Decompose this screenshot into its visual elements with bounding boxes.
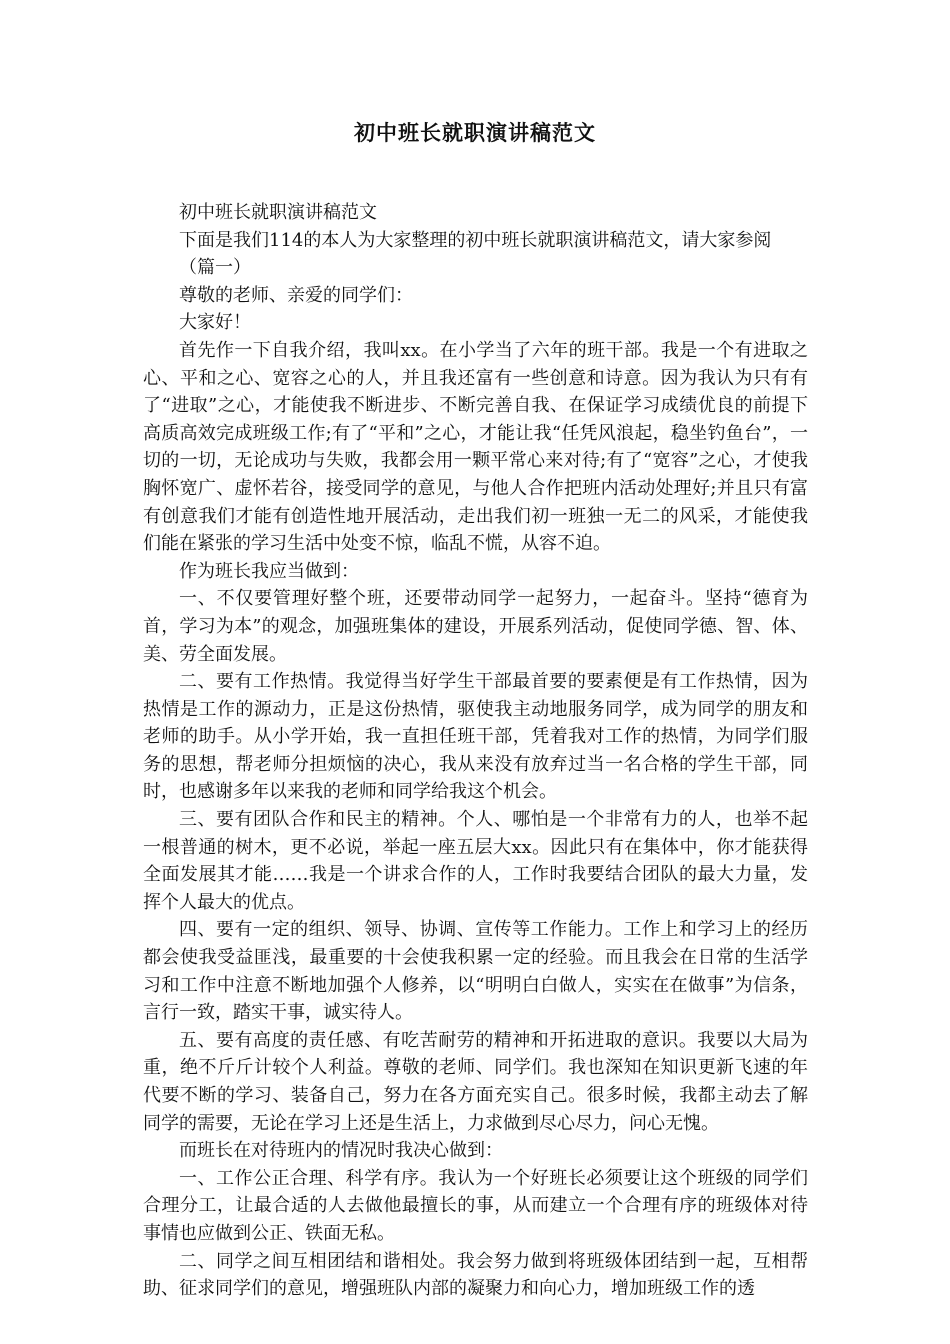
paragraph: 二、同学之间互相团结和谐相处。我会努力做到将班级体团结到一起，互相帮助、征求同学们的意见，增强班队内部的凝聚力和向心力，增加班级工作的透 [143, 1250, 808, 1300]
paragraph: 一、工作公正合理、科学有序。我认为一个好班长必须要让这个班级的同学们合理分工，让最合适的人去做他最擅长的事，从而建立一个合理有序的班级体对待事情也应做到公正、铁面无私。 [143, 1167, 808, 1244]
paragraph: 一、不仅要管理好整个班，还要带动同学一起努力，一起奋斗。坚持“德育为首，学习为本”的观念，加强班集体的建设，开展系列活动，促使同学德、智、体、美、劳全面发展。 [143, 588, 808, 665]
paragraph: 五、要有高度的责任感、有吃苦耐劳的精神和开拓进取的意识。我要以大局为重，绝不斤斤计较个人利益。尊敬的老师、同学们。我也深知在知识更新飞速的年代要不断的学习、装备自己，努力在各方面充实自己。很多时候，我都主动去了解同学的需要，无论在学习上还是生活上，力求做到尽心尽力，问心无愧。 [143, 1029, 808, 1134]
paragraph: 而班长在对待班内的情况时我决心做到： [179, 1140, 503, 1162]
paragraph: 下面是我们114的本人为大家整理的初中班长就职演讲稿范文，请大家参阅 [179, 229, 772, 251]
paragraph: 尊敬的老师、亲爱的同学们： [179, 284, 413, 306]
paragraph: 首先作一下自我介绍，我叫xx。在小学当了六年的班干部。我是一个有进取之心、平和之心、宽容之心的人，并且我还富有一些创意和诗意。因为我认为只有有了“进取”之心，才能使我不断进步、不断完善自我、在保证学习成绩优良的前提下高质高效完成班级工作;有了“平和”之心，才能让我“任凭风浪起，稳坐钓鱼台”，一切的一切，无论成功与失败，我都会用一颗平常心来对待;有了“宽容”之心，才使我胸怀宽广、虚怀若谷，接受同学的意见，与他人合作把班内活动处理好;并且只有富有创意我们才能有创造性地开展活动，走出我们初一班独一无二的风采，才能使我们能在紧张的学习生活中处变不惊，临乱不慌，从容不迫。 [143, 339, 808, 555]
paragraph: 四、要有一定的组织、领导、协调、宣传等工作能力。工作上和学习上的经历都会使我受益匪浅，最重要的十会使我积累一定的经验。而且我会在日常的生活学习和工作中注意不断地加强个人修养，以“明明白白做人，实实在在做事”为信条，言行一致，踏实干事，诚实待人。 [143, 919, 808, 1024]
paragraph: 初中班长就职演讲稿范文 [179, 202, 377, 223]
document-title: 初中班长就职演讲稿范文 [354, 120, 596, 145]
paragraph: 三、要有团队合作和民主的精神。个人、哪怕是一个非常有力的人，也举不起一根普通的树木，更不必说，举起一座五层大xx。因此只有在集体中，你才能获得全面发展其才能……我是一个讲求合作的人，工作时我要结合团队的最大力量，发挥个人最大的优点。 [143, 809, 808, 913]
document-body [143, 199, 808, 1303]
paragraph: 作为班长我应当做到： [179, 560, 359, 582]
paragraph: 二、要有工作热情。我觉得当好学生干部最首要的要素便是有工作热情，因为热情是工作的源动力，正是这份热情，驱使我主动地服务同学，成为同学的朋友和老师的助手。从小学开始，我一直担任班干部，凭着我对工作的热情，为同学们服务的思想，帮老师分担烦恼的决心，我从来没有放弃过当一名合格的学生干部，同时，也感谢多年以来我的老师和同学给我这个机会。 [143, 671, 808, 803]
paragraph: 大家好！ [179, 312, 251, 334]
paragraph: （篇一） [179, 257, 251, 279]
